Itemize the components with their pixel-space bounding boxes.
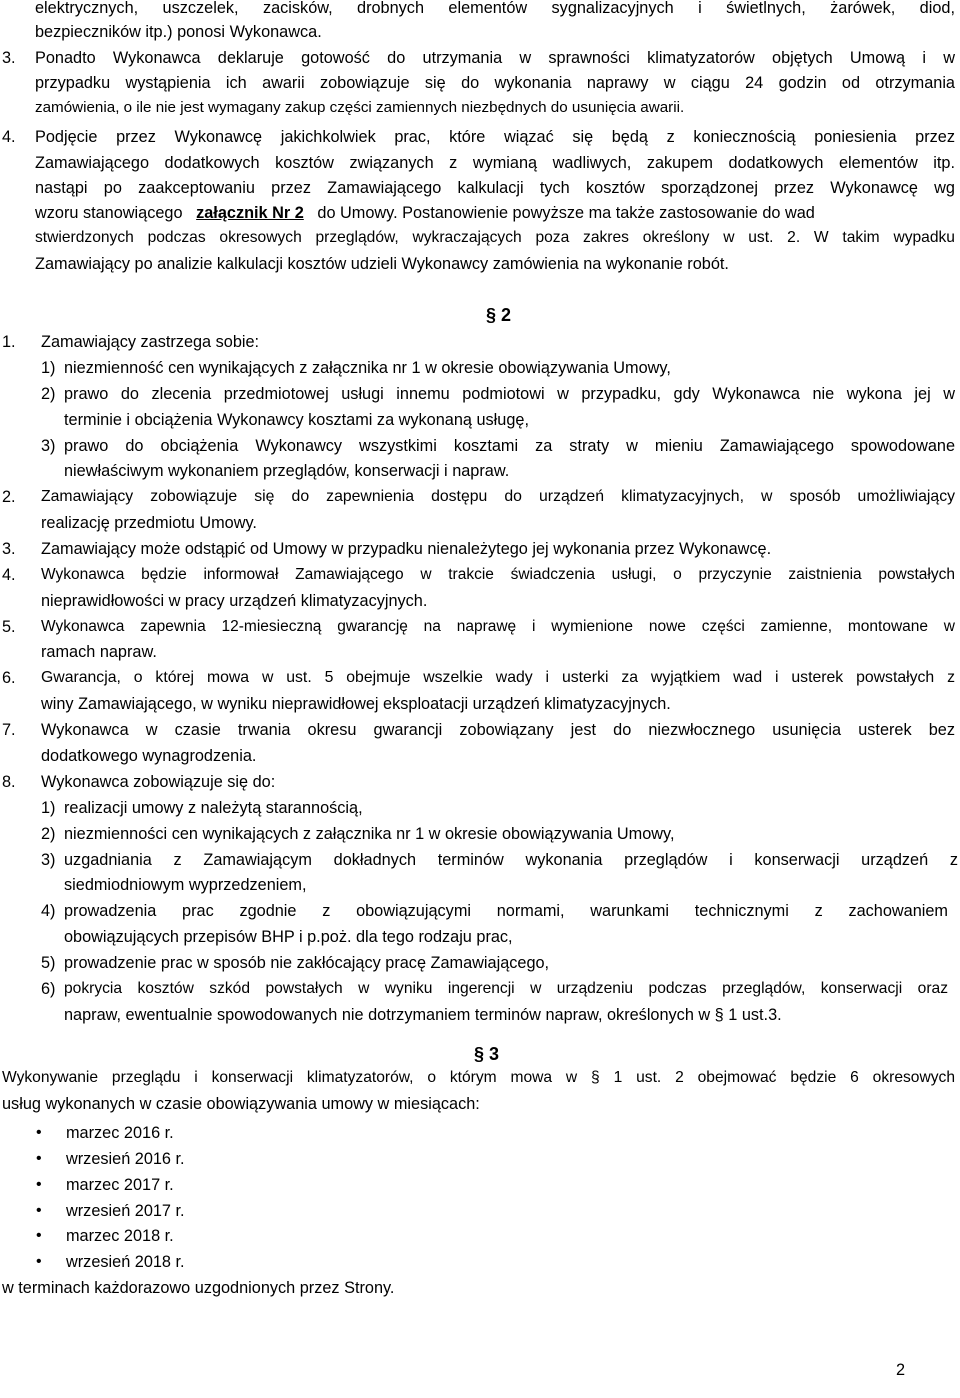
list-item-text: winy Zamawiającego, w wyniku nieprawidłowej eksploatacji urządzeń klimatyzacyjnych. [41,695,671,713]
sublist-item-text: prowadzenia prac zgodnie z obowiązującymi normami, warunkami technicznymi z zachowaniem [64,902,948,920]
text-line: bezpieczników itp.) ponosi Wykonawca. [35,23,322,41]
sublist-number: 5) [41,954,56,972]
attachment-reference: załącznik Nr 2 [196,204,304,222]
sublist-item-text: prawo do obciążenia Wykonawcy wszystkimi kosztami za straty w mieniu Zamawiającego spowodowane [64,437,955,455]
list-item-text: Wykonawca zobowiązuje się do: [41,773,276,791]
sublist-number: 2) [41,385,56,403]
text-line [35,201,815,225]
list-item-text: dodatkowego wynagrodzenia. [41,747,257,765]
list-number: 6. [2,669,16,687]
list-number: 4. [2,566,16,584]
text-fragment: do Umowy. Postanowienie powyższe ma także zastosowanie do wad [317,204,815,222]
list-item: wrzesień 2018 r. [66,1253,185,1271]
sublist-item-text: prawo do zlecenia przedmiotowej usługi innemu podmiotowi w przypadku, gdy Wykonawca nie wykona jej w [64,385,955,403]
text-line: Zamawiającego dodatkowych kosztów związanych z wymianą wadliwych, zakupem dodatkowych elementów itp. [35,154,955,172]
list-item: marzec 2017 r. [66,1176,174,1194]
sublist-item-text: niewłaściwym wykonaniem przeglądów, konserwacji i napraw. [64,462,510,480]
sublist-number: 1) [41,359,56,377]
sublist-item-text: niezmienność cen wynikających z załącznika nr 1 w okresie obowiązywania Umowy, [64,359,671,377]
closing-text: w terminach każdorazowo uzgodnionych przez Strony. [2,1279,395,1297]
list-item-text: Zamawiający zobowiązuje się do zapewnienia dostępu do urządzeń klimatyzacyjnych, w sposób umożliwiający [41,488,955,505]
text-line: Ponadto Wykonawca deklaruje gotowość do utrzymania w sprawności klimatyzatorów objętych Umową i w [35,49,955,67]
list-number: 8. [2,773,16,791]
sublist-number: 2) [41,825,56,843]
list-item-text: Wykonawca zapewnia 12-miesieczną gwarancję na naprawę i wymienione nowe części zamienne, montowane w [41,618,955,635]
sublist-item-text: obowiązujących przepisów BHP i p.poż. dla tego rodzaju prac, [64,928,513,946]
list-item: marzec 2018 r. [66,1227,174,1245]
list-item-text: Gwarancja, o której mowa w ust. 5 obejmuje wszelkie wady i usterki za wyjątkiem wad i usterek powstałych z [41,669,955,686]
list-item: wrzesień 2017 r. [66,1202,185,1220]
bullet-icon: • [36,1176,42,1193]
list-number: 7. [2,721,16,739]
section-heading: § 2 [486,305,512,325]
bullet-icon: • [36,1124,42,1141]
sublist-number: 3) [41,437,56,455]
list-number: 4. [2,128,16,146]
sublist-item-text: pokrycia kosztów szkód powstałych w wyniku ingerencji w urządzeniu podczas przeglądów, konserwacji oraz [64,980,948,997]
bullet-icon: • [36,1202,42,1219]
list-number: 1. [2,333,16,351]
sublist-item-text: napraw, ewentualnie spowodowanych nie dotrzymaniem terminów napraw, określonych w § 1 ust.3. [64,1006,782,1024]
list-item: marzec 2016 r. [66,1124,174,1142]
list-number: 3. [2,49,16,67]
sublist-item-text: niezmienności cen wynikających z załącznika nr 1 w okresie obowiązywania Umowy, [64,825,675,843]
list-item: wrzesień 2016 r. [66,1150,185,1168]
text-line: przypadku wystąpienia ich awarii zobowiązuje się do wykonania naprawy w ciągu 24 godzin od otrzymania [35,74,955,92]
list-number: 2. [2,488,16,506]
list-item-text: ramach napraw. [41,643,157,661]
sublist-number: 4) [41,902,56,920]
bullet-icon: • [36,1253,42,1270]
sublist-number: 3) [41,851,56,869]
list-item-text: realizację przedmiotu Umowy. [41,514,257,532]
page-number: 2 [896,1361,906,1379]
text-fragment: wzoru stanowiącego [35,204,183,222]
text-line: nastąpi po zaakceptowaniu przez Zamawiającego kalkulacji tych kosztów sporządzonej przez Wykonawcę wg [35,179,955,197]
sublist-item-text: prowadzenie prac w sposób nie zakłócający pracę Zamawiającego, [64,954,550,972]
sublist-item-text: realizacji umowy z należytą starannością, [64,799,363,817]
list-item-text: nieprawidłowości w pracy urządzeń klimatyzacyjnych. [41,592,428,610]
sublist-number: 1) [41,799,56,817]
section-heading: § 3 [474,1044,500,1064]
bullet-icon: • [36,1150,42,1167]
sublist-number: 6) [41,980,56,998]
text-line: Wykonywanie przeglądu i konserwacji klimatyzatorów, o którym mowa w § 1 ust. 2 obejmować będzie 6 okresowych [2,1069,955,1086]
text-line: usług wykonanych w czasie obowiązywania umowy w miesiącach: [2,1095,480,1113]
text-line: Zamawiający po analizie kalkulacji kosztów udzieli Wykonawcy zamówienia na wykonanie robót. [35,255,729,273]
sublist-item-text: uzgadniania z Zamawiającym dokładnych terminów wykonania przeglądów i konserwacji urządzeń z [64,851,958,869]
list-item-text: Wykonawca w czasie trwania okresu gwarancji zobowiązany jest do niezwłocznego usunięcia usterek bez [41,721,955,739]
list-number: 5. [2,618,16,636]
sublist-item-text: terminie i obciążenia Wykonawcy kosztami za wykonaną usługę, [64,411,529,429]
list-item-text: Wykonawca będzie informował Zamawiającego w trakcie świadczenia usługi, o przyczynie zaistnienia powstałych [41,566,955,583]
list-number: 3. [2,540,16,558]
list-item-text: Zamawiający może odstąpić od Umowy w przypadku nienależytego jej wykonania przez Wykonawcę. [41,540,772,558]
text-line: elektrycznych, uszczelek, zacisków, drobnych elementów sygnalizacyjnych i świetlnych, żarówek, diod, [35,0,955,17]
text-line: stwierdzonych podczas okresowych przeglądów, wykraczających poza zakres określony w ust. 2. W takim wypadku [35,229,955,246]
sublist-item-text: siedmiodniowym wyprzedzeniem, [64,876,307,894]
text-line: Podjęcie przez Wykonawcę jakichkolwiek prac, które wiązać się będą z koniecznością poniesienia przez [35,128,955,146]
bullet-icon: • [36,1227,42,1244]
list-item-text: Zamawiający zastrzega sobie: [41,333,260,351]
text-line: zamówienia, o ile nie jest wymagany zakup części zamiennych niezbędnych do usunięcia awarii. [35,99,685,116]
